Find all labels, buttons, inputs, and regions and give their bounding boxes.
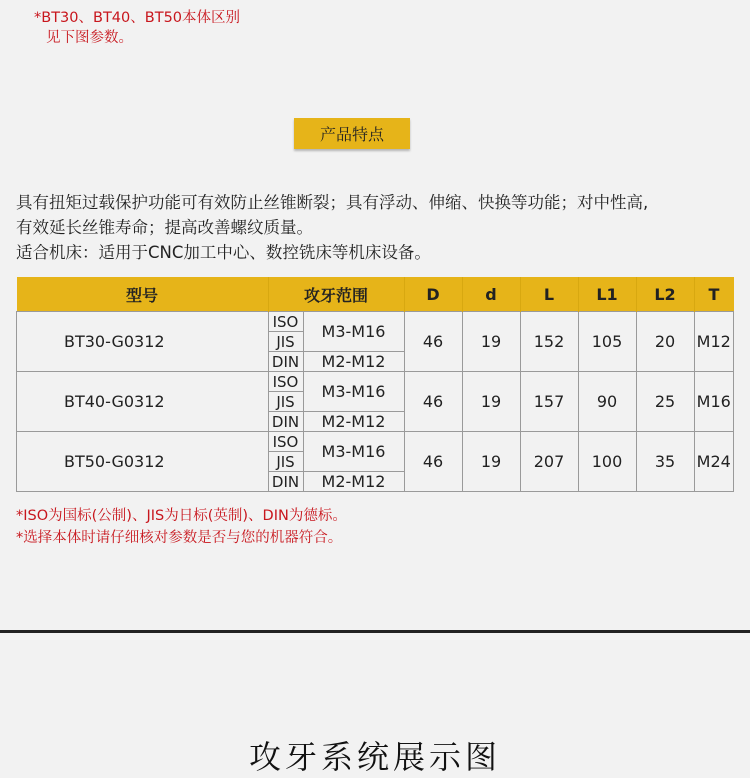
cell-D: 46 — [404, 312, 462, 372]
table-row — [17, 372, 734, 392]
header-D: D — [404, 277, 462, 312]
cell-L1: 105 — [578, 312, 636, 372]
std-iso: ISO — [268, 312, 303, 332]
range-din: M2-M12 — [303, 352, 404, 372]
header-d: d — [462, 277, 520, 312]
cell-L: 157 — [520, 372, 578, 432]
std-jis: JIS — [268, 452, 303, 472]
range-iso-jis: M3-M16 — [303, 432, 404, 472]
cell-D: 46 — [404, 372, 462, 432]
header-model: 型号 — [17, 277, 269, 312]
std-jis: JIS — [268, 332, 303, 352]
header-L: L — [520, 277, 578, 312]
range-iso-jis: M3-M16 — [303, 372, 404, 412]
top-note-line2: 见下图参数。 — [46, 30, 133, 46]
std-din: DIN — [268, 412, 303, 432]
table-row — [17, 312, 734, 332]
cell-T: M24 — [694, 432, 733, 492]
cell-T: M12 — [694, 312, 733, 372]
cell-d: 19 — [462, 372, 520, 432]
model-cell: BT30-G0312 — [17, 312, 269, 372]
top-note-line1: *BT30、BT40、BT50本体区别 — [34, 10, 241, 26]
section-divider — [0, 630, 750, 633]
cell-L: 207 — [520, 432, 578, 492]
section-badge: 产品特点 — [294, 118, 410, 149]
cell-L1: 90 — [578, 372, 636, 432]
cell-d: 19 — [462, 312, 520, 372]
intro-line1: 具有扭矩过载保护功能可有效防止丝锥断裂；具有浮动、伸缩、快换等功能；对中性高, — [16, 193, 649, 212]
bottom-note-line2: *选择本体时请仔细核对参数是否与您的机器符合。 — [16, 530, 343, 546]
table-row — [17, 432, 734, 452]
next-section-title: 攻牙系统展示图 — [248, 738, 501, 776]
cell-L2: 25 — [636, 372, 694, 432]
header-L1: L1 — [578, 277, 636, 312]
cell-L2: 35 — [636, 432, 694, 492]
std-jis: JIS — [268, 392, 303, 412]
std-din: DIN — [268, 352, 303, 372]
intro-line2: 有效延长丝锥寿命；提高改善螺纹质量。 — [16, 218, 313, 237]
bottom-notes — [16, 505, 347, 549]
cell-T: M16 — [694, 372, 733, 432]
table-header-row — [17, 277, 734, 312]
range-din: M2-M12 — [303, 472, 404, 492]
std-iso: ISO — [268, 432, 303, 452]
cell-D: 46 — [404, 432, 462, 492]
std-iso: ISO — [268, 372, 303, 392]
spec-table — [16, 277, 734, 492]
model-cell: BT40-G0312 — [17, 372, 269, 432]
cell-L: 152 — [520, 312, 578, 372]
bottom-note-line1: *ISO为国标(公制)、JIS为日标(英制)、DIN为德标。 — [16, 508, 347, 524]
cell-L2: 20 — [636, 312, 694, 372]
range-din: M2-M12 — [303, 412, 404, 432]
intro-line3: 适合机床：适用于CNC加工中心、数控铣床等机床设备。 — [16, 243, 431, 262]
header-L2: L2 — [636, 277, 694, 312]
cell-L1: 100 — [578, 432, 636, 492]
model-cell: BT50-G0312 — [17, 432, 269, 492]
std-din: DIN — [268, 472, 303, 492]
top-note — [34, 8, 240, 48]
header-T: T — [694, 277, 733, 312]
header-range: 攻牙范围 — [268, 277, 404, 312]
cell-d: 19 — [462, 432, 520, 492]
range-iso-jis: M3-M16 — [303, 312, 404, 352]
intro-text — [16, 190, 746, 265]
